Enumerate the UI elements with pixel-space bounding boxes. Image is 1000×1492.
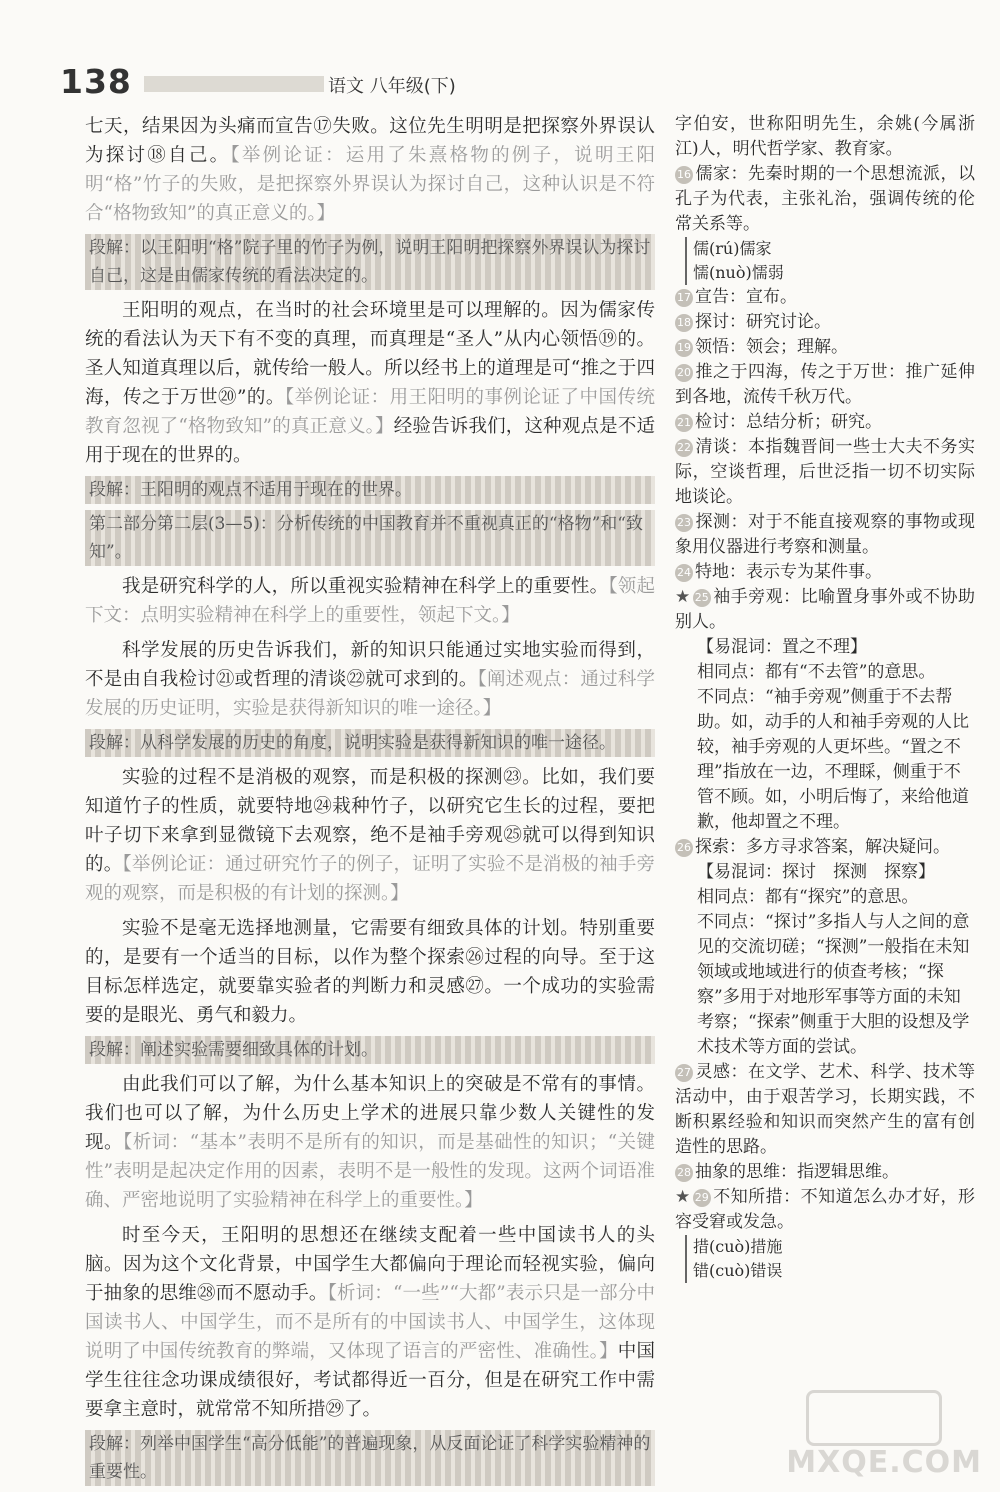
header-decoration xyxy=(144,76,324,92)
paragraph-summary: 段解：从科学发展的历史的角度，说明实验是获得新知识的唯一途径。 xyxy=(85,729,655,757)
glossary-item: 27 灵感：在文学、艺术、科学、技术等活动中，由于艰苦学习，长期实践，不断积累经验和知识而突然产生的富有创造性的思路。 xyxy=(675,1062,975,1157)
note-number: 23 xyxy=(675,514,693,532)
glossary-item: 19 领悟：领会；理解。 xyxy=(677,337,848,357)
annotation-note: 【阐述观点：通过科学发展的历史证明，实验是获得新知识的唯一途径。】 xyxy=(85,669,655,719)
pronunciation-group xyxy=(685,237,975,285)
confusable-title: 【易混词：置之不理】 xyxy=(697,637,867,657)
note-number: 28 xyxy=(675,1164,693,1182)
confusable-word-box xyxy=(675,860,975,1060)
star-icon: ★ xyxy=(675,1187,691,1207)
note-number: 16 xyxy=(675,166,693,184)
note-number: 27 xyxy=(675,1064,693,1082)
annotation-note: 【析词：“一些”“大都”表示只是一部分中国读书人、中国学生，而不是所有的中国读书人、中国学生，这体现说明了中国传统教育的弊端，又体现了语言的严密性、准确性。】 xyxy=(85,1283,655,1362)
pronunciation-group xyxy=(685,1235,975,1283)
main-text-column xyxy=(85,112,655,1492)
annotation-note: 【举例论证：运用了朱熹格物的例子，说明王阳明“格”竹子的失败，是把探察外界误认为探讨自己，这种认识是不符合“格物致知”的真正意义的。】 xyxy=(85,145,655,224)
pronunciation-item: 措(cuò)措施 xyxy=(693,1237,783,1256)
section-summary: 第二部分第二层(3—5)：分析传统的中国教育并不重视真正的“格物”和“致知”。 xyxy=(85,510,655,566)
paragraph-summary: 段解：阐述实验需要细致具体的计划。 xyxy=(85,1036,655,1064)
glossary-item: 23 探测：对于不能直接观察的事物或现象用仪器进行考察和测量。 xyxy=(675,512,975,557)
note-number: 25 xyxy=(693,589,711,607)
note-number: 17 xyxy=(675,289,693,307)
note-number: 22 xyxy=(675,439,693,457)
paragraph: 七天，结果因为头痛而宣告⑰失败。这位先生明明是把探察外界误认为探讨⑱自己。【举例论证：运用了朱熹格物的例子，说明王阳明“格”竹子的失败，是把探察外界误认为探讨自己，这种认识是不符合“格物致知”的真正意义的。】 xyxy=(85,116,655,224)
pronunciation-item: 儒(rú)儒家 xyxy=(693,239,772,258)
glossary-item: 17 宣告：宣布。 xyxy=(677,287,797,307)
confusable-same: 相同点：都有“探究”的意思。 xyxy=(697,887,919,907)
paragraph-summary: 段解：列举中国学生“高分低能”的普遍现象，从反面论证了科学实验精神的重要性。 xyxy=(85,1430,655,1486)
watermark xyxy=(786,1390,982,1480)
paragraph-summary: 段解：王阳明的观点不适用于现在的世界。 xyxy=(85,476,655,504)
glossary-item: 16 儒家：先秦时期的一个思想流派，以孔子为代表，主张礼治，强调传统的伦常关系等。 xyxy=(675,164,975,234)
glossary-item: 21 检讨：总结分析；研究。 xyxy=(677,412,882,432)
glossary-item: 20 推之于四海，传之于万世：推广延伸到各地，流传千秋万代。 xyxy=(675,362,975,407)
confusable-diff: 不同点：“袖手旁观”侧重于不去帮助。如，动手的人和袖手旁观的人比较，袖手旁观的人更坏些。“置之不理”指放在一边，不理睬，侧重于不管不顾。如，小明后悔了，来给他道歉，他却置之不理。 xyxy=(697,687,969,832)
paragraph: 王阳明的观点，在当时的社会环境里是可以理解的。因为儒家传统的看法认为天下有不变的真理，而真理是“圣人”从内心领悟⑲的。圣人知道真理以后，就传给一般人。所以经书上的道理是可“推之于四海，传之于万世⑳”的。【举例论证：用王阳明的事例论证了中国传统教育忽视了“格物致知”的真正意义。】经验告诉我们，这种观点是不适用于现在的世界的。 xyxy=(85,300,655,466)
confusable-same: 相同点：都有“不去管”的意思。 xyxy=(697,662,936,682)
star-icon: ★ xyxy=(675,587,691,607)
paragraph: 我是研究科学的人，所以重视实验精神在科学上的重要性。【领起下文：点明实验精神在科学上的重要性，领起下文。】 xyxy=(85,576,655,626)
page-header xyxy=(60,62,960,102)
confusable-diff: 不同点：“探讨”多指人与人之间的意见的交流切磋；“探测”一般指在未知领域或地域进行的侦查考核；“探察”多用于对地形军事等方面的未知考察；“探索”侧重于大胆的设想及学术技术等方面的尝试。 xyxy=(697,912,970,1057)
annotation-note: 【析词：“基本”表明不是所有的知识，而是基础性的知识；“关键性”表明是起决定作用的因素，表明不是一般性的发现。这两个词语准确、严密地说明了实验精神在科学上的重要性。】 xyxy=(85,1132,655,1211)
glossary-item: 28 抽象的思维：指逻辑思维。 xyxy=(677,1162,899,1182)
glossary-item: 26 探索：多方寻求答案，解决疑问。 xyxy=(677,837,950,857)
paragraph: 由此我们可以了解，为什么基本知识上的突破是不常有的事情。我们也可以了解，为什么历史上学术的进展只靠少数人关键性的发现。【析词：“基本”表明不是所有的知识，而是基础性的知识；“关键性”表明是起决定作用的因素，表明不是一般性的发现。这两个词语准确、严密地说明了实验精神在科学上的重要性。】 xyxy=(85,1074,655,1211)
note-number: 26 xyxy=(675,839,693,857)
confusable-word-box xyxy=(675,635,975,835)
paragraph-summary: 段解：以王阳明“格”院子里的竹子为例，说明王阳明把探察外界误认为探讨自己，这是由儒家传统的看法决定的。 xyxy=(85,234,655,290)
book-title: 语文 八年级(下) xyxy=(328,76,456,97)
annotation-note: 【领起下文：点明实验精神在科学上的重要性，领起下文。】 xyxy=(85,576,655,626)
note-number: 24 xyxy=(675,564,693,582)
glossary-item: 字伯安，世称阳明先生，余姚(今属浙江)人，明代哲学家、教育家。 xyxy=(675,114,975,159)
note-number: 29 xyxy=(693,1189,711,1207)
glossary-item: 24 特地：表示专为某件事。 xyxy=(677,562,882,582)
annotation-note: 【举例论证：通过研究竹子的例子，证明了实验不是消极的袖手旁观的观察，而是积极的有计划的探测。】 xyxy=(85,854,655,904)
annotation-note: 【举例论证：用王阳明的事例论证了中国传统教育忽视了“格物致知”的真正意义。】 xyxy=(85,387,655,437)
pronunciation-item: 懦(nuò)懦弱 xyxy=(693,263,784,282)
pronunciation-item: 错(cuò)错误 xyxy=(693,1261,783,1280)
watermark-text: MXQE.COM xyxy=(786,1445,982,1480)
note-number: 21 xyxy=(675,414,693,432)
watermark-logo xyxy=(806,1390,942,1446)
glossary-item: ★ 29 不知所措：不知道怎么办才好，形容受窘或发急。 xyxy=(675,1187,975,1232)
paragraph: 时至今天，王阳明的思想还在继续支配着一些中国读书人的头脑。因为这个文化背景，中国学生大都偏向于理论而轻视实验，偏向于抽象的思维㉘而不愿动手。【析词：“一些”“大都”表示只是一部分中国读书人、中国学生，而不是所有的中国读书人、中国学生，这体现说明了中国传统教育的弊端，又体现了语言的严密性、准确性。】中国学生往往念功课成绩很好，考试都得近一百分，但是在研究工作中需要拿主意时，就常常不知所措㉙了。 xyxy=(85,1225,655,1420)
paragraph: 实验不是毫无选择地测量，它需要有细致具体的计划。特别重要的，是要有一个适当的目标，以作为整个探索㉖过程的向导。至于这目标怎样选定，就要靠实验者的判断力和灵感㉗。一个成功的实验需要的是眼光、勇气和毅力。 xyxy=(85,918,655,1026)
note-number: 20 xyxy=(675,364,693,382)
paragraph: 科学发展的历史告诉我们，新的知识只能通过实地实验而得到，不是由自我检讨㉑或哲理的清谈㉒就可求到的。【阐述观点：通过科学发展的历史证明，实验是获得新知识的唯一途径。】 xyxy=(85,640,655,719)
page-number: 138 xyxy=(60,62,132,101)
note-number: 19 xyxy=(675,339,693,357)
glossary-item: 18 探讨：研究讨论。 xyxy=(677,312,831,332)
glossary-item: ★ 25 袖手旁观：比喻置身事外或不协助别人。 xyxy=(675,587,975,632)
glossary-column xyxy=(675,112,975,1283)
paragraph: 实验的过程不是消极的观察，而是积极的探测㉓。比如，我们要知道竹子的性质，就要特地㉔栽种竹子，以研究它生长的过程，要把叶子切下来拿到显微镜下去观察，绝不是袖手旁观㉕就可以得到知识的。【举例论证：通过研究竹子的例子，证明了实验不是消极的袖手旁观的观察，而是积极的有计划的探测。】 xyxy=(85,767,655,904)
glossary-item: 22 清谈：本指魏晋间一些士大夫不务实际，空谈哲理，后世泛指一切不切实际地谈论。 xyxy=(675,437,975,507)
note-number: 18 xyxy=(675,314,693,332)
confusable-title: 【易混词：探讨 探测 探察】 xyxy=(697,862,935,882)
